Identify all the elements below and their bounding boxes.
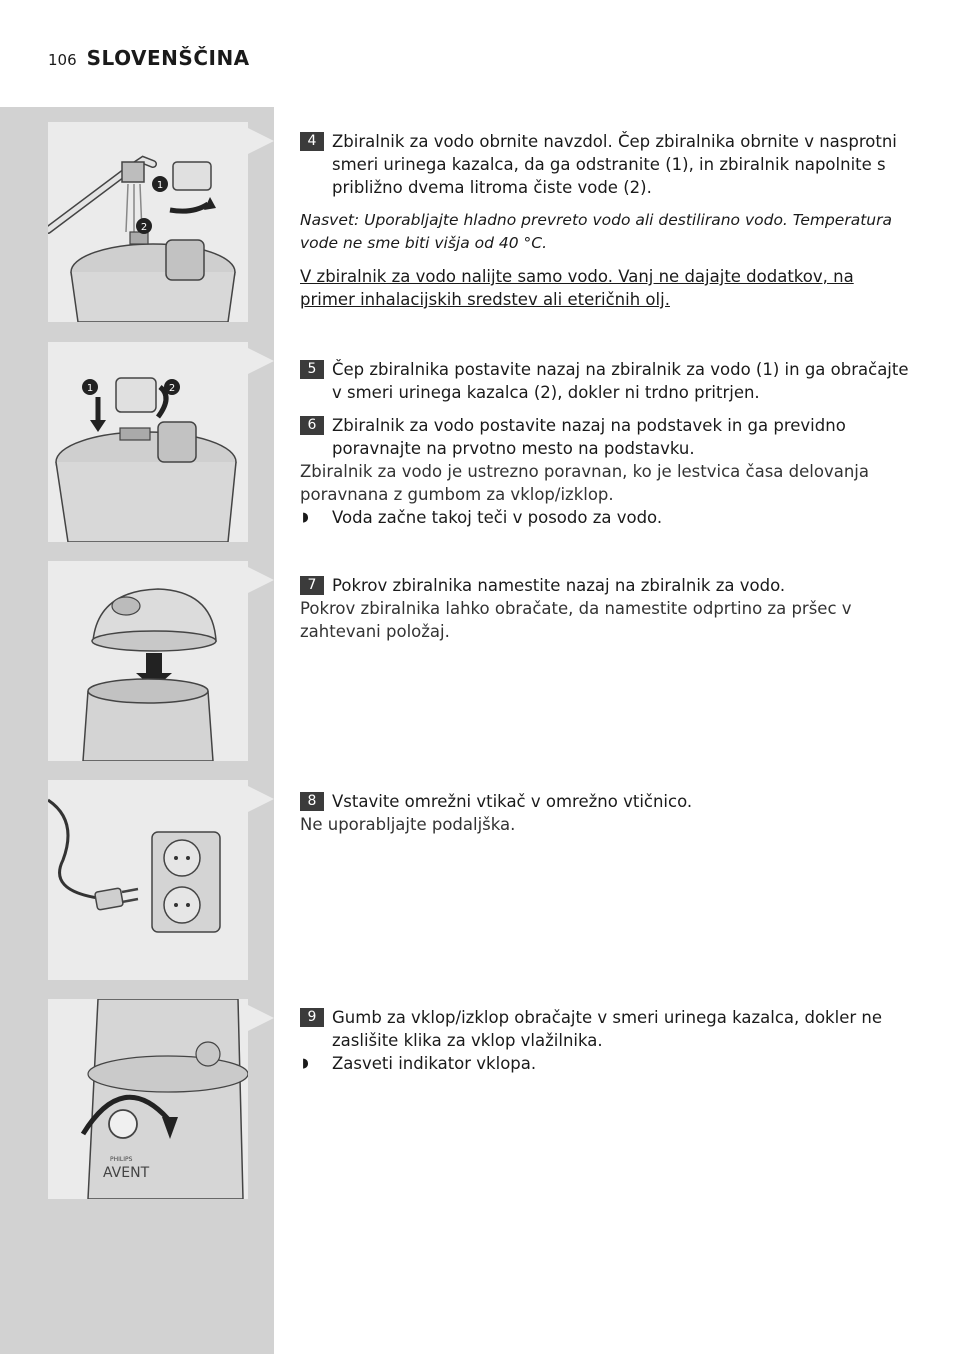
step-text: Zbiralnik za vodo obrnite navzdol. Čep zbiralnika obrnite v nasprotni smeri urinega kazalca, da ga odstranite (1), in zbiralnik napolnite s približno dvema litroma čiste vode (2). [332,132,897,197]
illustration-power-knob [48,999,248,1199]
section-language-title: SLOVENŠČINA [86,46,250,70]
page-header [48,46,250,70]
step-number: 4 [300,132,324,151]
fig1-label-2: 2 [140,222,148,233]
panel-pointer [248,786,274,812]
panel-pointer [248,348,274,374]
step-text: Zbiralnik za vodo postavite nazaj na podstavek in ga previdno poravnajte na prvotno mesto na podstavku. [332,416,846,458]
step-7 [300,574,910,597]
step-number: 7 [300,576,324,595]
hint-text: Nasvet: Uporabljajte hladno prevreto vodo ali destilirano vodo. Temperatura vode ne sme biti višja od 40 °C. [300,211,892,252]
section-step-4 [300,130,910,311]
step-text: Gumb za vklop/izklop obračajte v smeri urinega kazalca, dokler ne zaslišite klika za vklop vlažilnika. [332,1008,882,1050]
step-text: Pokrov zbiralnika namestite nazaj na zbiralnik za vodo. [332,576,786,595]
illustration-fill-tank [48,122,248,322]
result-text: Voda začne takoj teči v posodo za vodo. [332,508,663,527]
step-text: Vstavite omrežni vtikač v omrežno vtičnico. [332,792,693,811]
step-number: 9 [300,1008,324,1027]
panel-pointer [248,128,274,154]
step-8 [300,790,910,813]
step-number: 5 [300,360,324,379]
result-item [300,506,910,529]
step-4 [300,130,910,199]
fig2-label-1: 1 [86,383,94,394]
page-number: 106 [48,51,77,69]
brand-philips: PHILIPS [110,1156,133,1163]
illustration-plug-socket [48,780,248,980]
panel-pointer [248,1005,274,1031]
panel-pointer [248,567,274,593]
warning-text: V zbiralnik za vodo nalijte samo vodo. Vanj ne dajajte dodatkov, na primer inhalacijskih sredstev ali eteričnih olj. [300,267,854,309]
step-text: Čep zbiralnika postavite nazaj na zbiralnik za vodo (1) in ga obračajte v smeri urinega kazalca (2), dokler ni trdno pritrjen. [332,360,909,402]
note-text: Ne uporabljajte podaljška. [300,815,516,834]
brand-avent: AVENT [103,1165,150,1181]
note-text: Zbiralnik za vodo je ustrezno poravnan, ko je lestvica časa delovanja poravnana z gumbom za vklop/izklop. [300,462,869,504]
illustration-lid [48,561,248,761]
note-text: Pokrov zbiralnika lahko obračate, da namestite odprtino za pršec v zahtevani položaj. [300,599,852,641]
fig2-label-2: 2 [168,383,176,394]
step-9 [300,1006,910,1052]
illustration-cap-back [48,342,248,542]
result-item [300,1052,910,1075]
result-text: Zasveti indikator vklopa. [332,1054,537,1073]
bullet-icon: ◗ [302,1056,309,1071]
section-step-8 [300,790,910,836]
bullet-icon: ◗ [302,510,309,525]
section-steps-5-6 [300,358,910,529]
section-step-9 [300,1006,910,1075]
step-6 [300,414,910,460]
fig1-label-1: 1 [156,180,164,191]
section-step-7 [300,574,910,643]
step-number: 8 [300,792,324,811]
step-number: 6 [300,416,324,435]
step-5 [300,358,910,404]
